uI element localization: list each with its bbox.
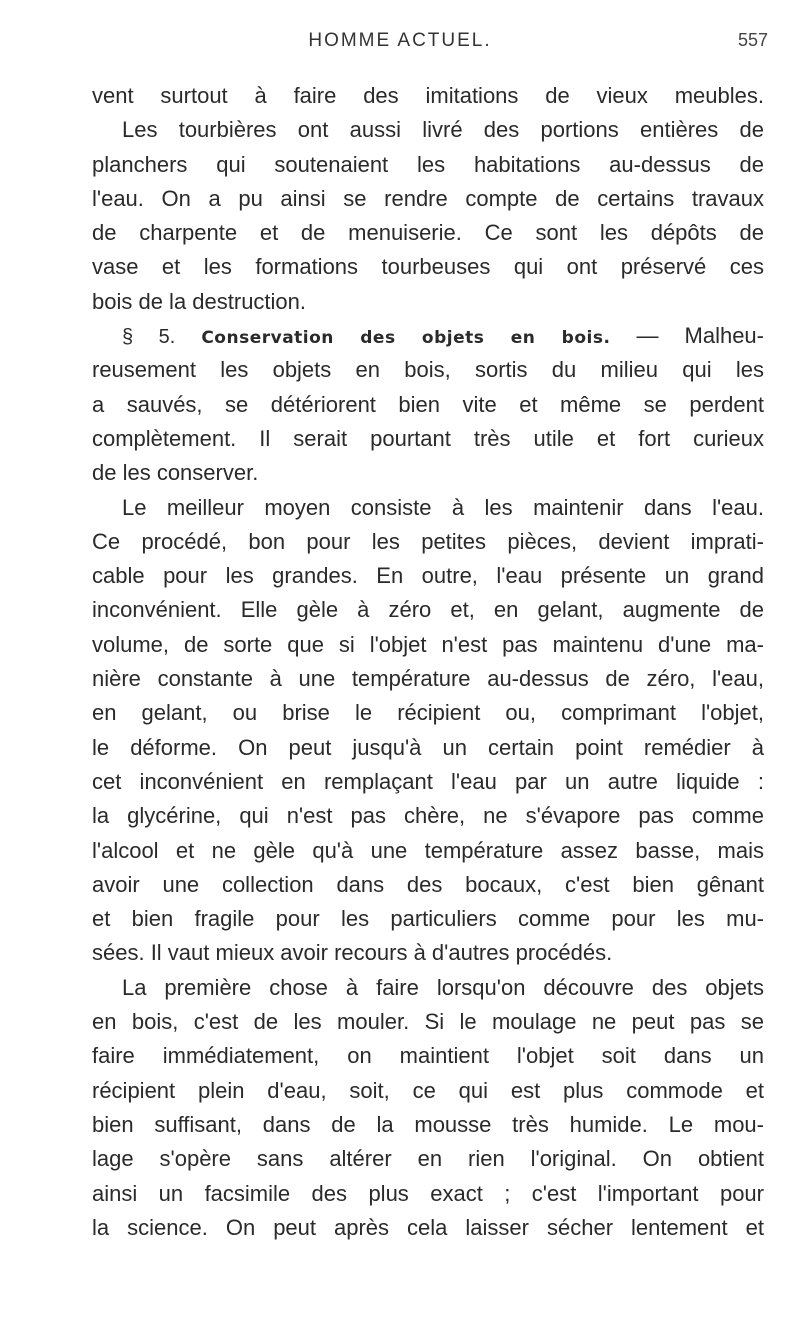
text-line: en bois, c'est de les mouler. Si le moulage ne peut pas se [92, 1009, 764, 1035]
text-line: nière constante à une température au-dessus de zéro, l'eau, [92, 666, 764, 692]
text-line: de charpente et de menuiserie. Ce sont les dépôts de [92, 220, 764, 246]
page-number: 557 [738, 30, 769, 50]
text-line: bois de la destruction. [92, 288, 307, 314]
text-line: cable pour les grandes. En outre, l'eau présente un grand [92, 563, 764, 589]
text-line: Ce procédé, bon pour les petites pièces, devient imprati- [92, 528, 764, 554]
text-line: vase et les formations tourbeuses qui ont préservé ces [92, 254, 764, 280]
text-line: l'eau. On a pu ainsi se rendre compte de certains travaux [92, 185, 764, 211]
text-line: le déforme. On peut jusqu'à un certain point remédier à [92, 734, 764, 760]
text-line: en gelant, ou brise le récipient ou, comprimant l'objet, [92, 700, 764, 726]
text-line: vent surtout à faire des imitations de vieux meubles. [92, 83, 764, 108]
running-title: HOMME ACTUEL. [308, 30, 492, 51]
text-line: volume, de sorte que si l'objet n'est pas maintenu d'une ma- [92, 631, 764, 657]
text-line: de les conserver. [92, 460, 259, 486]
text-line: sées. Il vaut mieux avoir recours à d'autres procédés. [92, 940, 613, 966]
section-heading: Conservation des objets en bois. [201, 328, 611, 349]
text-line: a sauvés, se détériorent bien vite et même se perdent [92, 391, 764, 417]
text-line: la glycérine, qui n'est pas chère, ne s'évapore pas comme [92, 803, 764, 829]
text-line: cet inconvénient en remplaçant l'eau par un autre liquide : [92, 768, 764, 794]
text-line: l'alcool et ne gèle qu'à une température assez basse, mais [92, 837, 764, 863]
text-line: récipient plein d'eau, soit, ce qui est plus commode et [92, 1077, 764, 1103]
text-line: complètement. Il serait pourtant très utile et fort curieux [92, 425, 764, 451]
text-line: avoir une collection dans des bocaux, c'est bien gênant [92, 871, 764, 897]
text-line: La première chose à faire lorsqu'on découvre des objets [122, 974, 764, 1000]
text-line: faire immédiatement, on maintient l'objet soit dans un [92, 1043, 764, 1069]
text-line: Le meilleur moyen consiste à les maintenir dans l'eau. [122, 494, 764, 520]
text-line: inconvénient. Elle gèle à zéro et, en gelant, augmente de [92, 597, 764, 623]
text-line: ainsi un facsimile des plus exact ; c'est l'important pour [92, 1180, 764, 1206]
text-line: Les tourbières ont aussi livré des portions entières de [122, 117, 764, 143]
text-line: lage s'opère sans altérer en rien l'original. On obtient [92, 1146, 764, 1172]
section-text: Malheu- [684, 323, 764, 349]
text-line: reusement les objets en bois, sortis du milieu qui les [92, 357, 764, 383]
text-line: la science. On peut après cela laisser sécher lentement et [92, 1214, 764, 1240]
body-text [92, 79, 764, 1245]
text-line: planchers qui soutenaient les habitations au-dessus de [92, 151, 764, 177]
section-heading-line [92, 319, 764, 353]
section-mark: § 5. [122, 326, 176, 349]
section-dash: — [636, 323, 659, 349]
text-line: bien suffisant, dans de la mousse très humide. Le mou- [92, 1111, 764, 1137]
text-line: et bien fragile pour les particuliers comme pour les mu- [92, 906, 764, 932]
